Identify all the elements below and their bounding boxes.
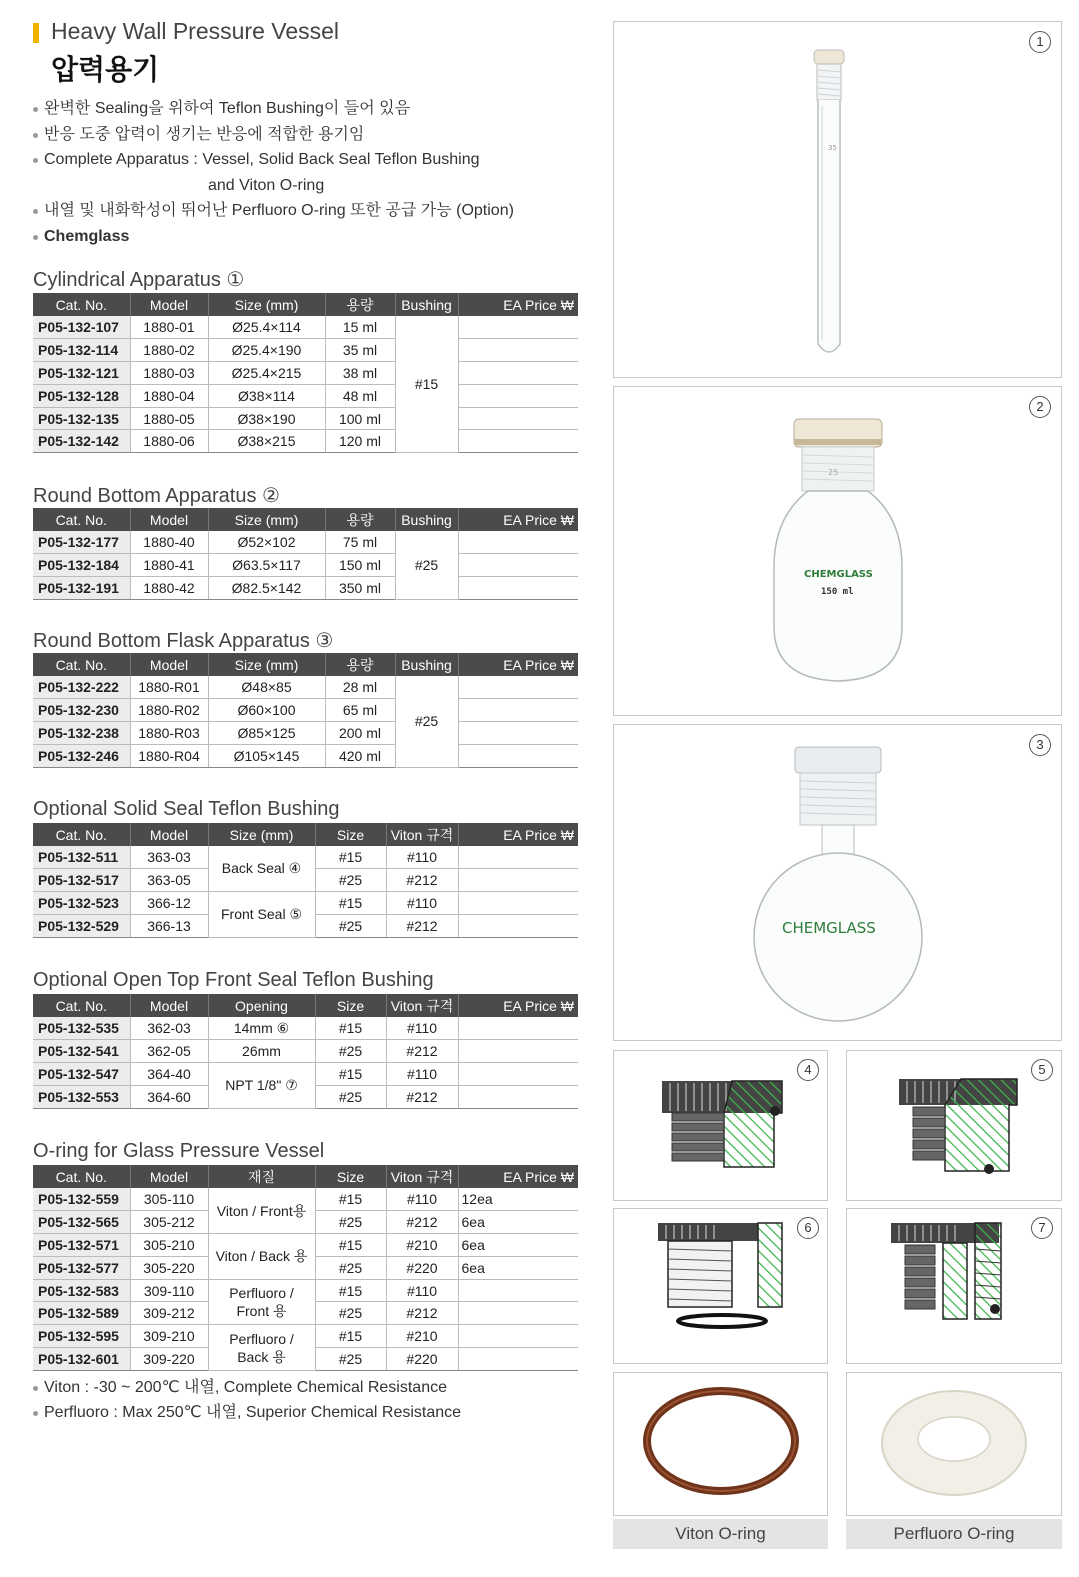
model: 1880-R04 — [130, 744, 208, 767]
footnote-list — [33, 1375, 578, 1425]
brand-mark: CHEMGLASS — [804, 569, 873, 580]
section-title-open-top: Optional Open Top Front Seal Teflon Bushing — [33, 969, 434, 991]
image-back-seal-bushing — [613, 1050, 828, 1201]
npt-bushing-icon — [847, 1209, 1061, 1363]
material: Viton / Back 용 — [208, 1234, 315, 1280]
col-header: Model — [130, 508, 208, 531]
cat-no: P05-132-135 — [33, 407, 130, 430]
volume: 65 ml — [325, 699, 395, 722]
size: #15 — [315, 1279, 386, 1302]
model: 1880-R02 — [130, 699, 208, 722]
model: 364-60 — [130, 1085, 208, 1108]
size: #15 — [315, 1188, 386, 1211]
price — [458, 384, 578, 407]
image-front-seal-bushing — [846, 1050, 1062, 1201]
col-header: 용량 — [325, 653, 395, 676]
image-viton-oring — [613, 1372, 828, 1516]
feature-item: 완벽한 Sealing을 위하여 Teflon Bushing이 들어 있음 — [33, 96, 578, 122]
col-header: Cat. No. — [33, 508, 130, 531]
model: 305-220 — [130, 1256, 208, 1279]
image-round-bottom-apparatus — [613, 386, 1062, 716]
size: #25 — [315, 914, 386, 937]
cat-no: P05-132-114 — [33, 339, 130, 362]
price — [458, 1063, 578, 1086]
feature-item-brand: Chemglass — [33, 224, 578, 250]
table-row — [33, 407, 578, 430]
table-solid-seal — [33, 823, 578, 938]
size: #25 — [315, 1256, 386, 1279]
table-round-bottom — [33, 508, 578, 600]
volume: 48 ml — [325, 384, 395, 407]
table-row — [33, 1234, 578, 1257]
bushing: #25 — [395, 676, 458, 767]
price — [458, 1279, 578, 1302]
perfluoro-oring-icon — [847, 1373, 1061, 1515]
feature-list — [33, 96, 578, 249]
opening: NPT 1/8" ⑦ — [208, 1063, 315, 1109]
price — [458, 846, 578, 869]
col-header: Model — [130, 293, 208, 316]
seal-type: Back Seal ④ — [208, 846, 315, 892]
feature-item-continued: and Viton O-ring — [208, 176, 325, 194]
table-header-row — [33, 293, 578, 316]
cat-no: P05-132-583 — [33, 1279, 130, 1302]
volume: 35 ml — [325, 339, 395, 362]
col-header: Size (mm) — [208, 508, 325, 531]
model: 305-210 — [130, 1234, 208, 1257]
cat-no: P05-132-128 — [33, 384, 130, 407]
cat-no: P05-132-523 — [33, 892, 130, 915]
image-number-badge: 3 — [1029, 734, 1051, 756]
col-header: EA Price ₩ — [458, 293, 578, 316]
section-title-round-bottom: Round Bottom Apparatus ② — [33, 485, 280, 507]
image-open-top-14mm — [613, 1208, 828, 1364]
table-row — [33, 1325, 578, 1348]
feature-item: 내열 및 내화학성이 뛰어난 Perfluoro O-ring 또한 공급 가능 (Option) — [33, 198, 578, 224]
image-number-badge: 1 — [1029, 31, 1051, 53]
table-cylindrical — [33, 293, 578, 453]
viton-spec: #212 — [386, 914, 458, 937]
col-header: Bushing — [395, 653, 458, 676]
size: #15 — [315, 1017, 386, 1040]
table-row — [33, 699, 578, 722]
cat-no: P05-132-595 — [33, 1325, 130, 1348]
size: Ø52×102 — [208, 531, 325, 554]
model: 1880-40 — [130, 531, 208, 554]
col-header: EA Price ₩ — [458, 994, 578, 1017]
volume: 100 ml — [325, 407, 395, 430]
size: Ø38×190 — [208, 407, 325, 430]
cat-no: P05-132-577 — [33, 1256, 130, 1279]
price — [458, 430, 578, 453]
model: 362-03 — [130, 1017, 208, 1040]
size: Ø38×114 — [208, 384, 325, 407]
price — [458, 339, 578, 362]
price: 12ea — [458, 1188, 578, 1211]
col-header: EA Price ₩ — [458, 653, 578, 676]
table-row — [33, 362, 578, 385]
back-seal-bushing-icon — [614, 1051, 827, 1200]
opening: 14mm ⑥ — [208, 1017, 315, 1040]
image-number-badge: 4 — [797, 1059, 819, 1081]
page-title-ko: 압력용기 — [51, 54, 160, 85]
pressure-tube-icon — [614, 22, 1061, 377]
col-header: Opening — [208, 994, 315, 1017]
viton-spec: #110 — [386, 1279, 458, 1302]
size: Ø25.4×190 — [208, 339, 325, 362]
price: 6ea — [458, 1211, 578, 1234]
cat-no: P05-132-601 — [33, 1348, 130, 1371]
size: #25 — [315, 1302, 386, 1325]
table-header-row — [33, 1165, 578, 1188]
model: 363-05 — [130, 869, 208, 892]
table-header-row — [33, 653, 578, 676]
size: #15 — [315, 892, 386, 915]
price — [458, 892, 578, 915]
table-row — [33, 554, 578, 577]
cat-no: P05-132-553 — [33, 1085, 130, 1108]
section-title-round-flask: Round Bottom Flask Apparatus ③ — [33, 630, 334, 652]
model: 366-12 — [130, 892, 208, 915]
opening: 26mm — [208, 1040, 315, 1063]
price — [458, 1348, 578, 1371]
model: 363-03 — [130, 846, 208, 869]
table-row — [33, 1017, 578, 1040]
image-round-flask-apparatus — [613, 724, 1062, 1041]
col-header: Viton 규격 — [386, 994, 458, 1017]
cat-no: P05-132-529 — [33, 914, 130, 937]
viton-spec: #110 — [386, 846, 458, 869]
size: Ø60×100 — [208, 699, 325, 722]
cat-no: P05-132-184 — [33, 554, 130, 577]
viton-spec: #220 — [386, 1348, 458, 1371]
table-row — [33, 531, 578, 554]
model: 1880-01 — [130, 316, 208, 339]
size: Ø48×85 — [208, 676, 325, 699]
table-round-flask — [33, 653, 578, 768]
price — [458, 407, 578, 430]
model: 309-220 — [130, 1348, 208, 1371]
material: Viton / Front용 — [208, 1188, 315, 1234]
viton-spec: #212 — [386, 1085, 458, 1108]
material: Perfluoro / Front 용 — [208, 1279, 315, 1325]
material: Perfluoro / Back 용 — [208, 1325, 315, 1371]
round-flask-icon — [614, 725, 1061, 1040]
price: 6ea — [458, 1256, 578, 1279]
volume: 15 ml — [325, 316, 395, 339]
cat-no: P05-132-177 — [33, 531, 130, 554]
cat-no: P05-132-246 — [33, 744, 130, 767]
table-row — [33, 1040, 578, 1063]
viton-spec: #220 — [386, 1256, 458, 1279]
table-row — [33, 1188, 578, 1211]
col-header: Bushing — [395, 293, 458, 316]
price — [458, 316, 578, 339]
price — [458, 722, 578, 745]
col-header: Model — [130, 653, 208, 676]
model: 305-110 — [130, 1188, 208, 1211]
col-header: Size — [315, 1165, 386, 1188]
col-header: EA Price ₩ — [458, 508, 578, 531]
table-row — [33, 744, 578, 767]
size: Ø25.4×114 — [208, 316, 325, 339]
table-row — [33, 846, 578, 869]
price — [458, 1325, 578, 1348]
cat-no: P05-132-238 — [33, 722, 130, 745]
viton-spec: #110 — [386, 892, 458, 915]
cat-no: P05-132-121 — [33, 362, 130, 385]
title-accent-bar — [33, 23, 39, 43]
size: #25 — [315, 1348, 386, 1371]
col-header: Model — [130, 994, 208, 1017]
col-header: Size (mm) — [208, 823, 315, 846]
volume: 75 ml — [325, 531, 395, 554]
col-header: Size (mm) — [208, 653, 325, 676]
col-header: 재질 — [208, 1165, 315, 1188]
image-open-top-npt — [846, 1208, 1062, 1364]
model: 1880-03 — [130, 362, 208, 385]
size: #25 — [315, 1040, 386, 1063]
volume: 28 ml — [325, 676, 395, 699]
price — [458, 362, 578, 385]
viton-spec: #110 — [386, 1017, 458, 1040]
open-top-bushing-icon — [614, 1209, 827, 1363]
volume-mark: 150 ml — [821, 587, 854, 597]
model: 1880-02 — [130, 339, 208, 362]
col-header: Size — [315, 823, 386, 846]
viton-spec: #212 — [386, 1040, 458, 1063]
price — [458, 577, 578, 600]
table-row — [33, 676, 578, 699]
cat-no: P05-132-541 — [33, 1040, 130, 1063]
cat-no: P05-132-191 — [33, 577, 130, 600]
volume: 200 ml — [325, 722, 395, 745]
viton-spec: #110 — [386, 1063, 458, 1086]
price — [458, 1040, 578, 1063]
cat-no: P05-132-517 — [33, 869, 130, 892]
image-cylindrical-apparatus — [613, 21, 1062, 378]
col-header: Cat. No. — [33, 823, 130, 846]
brand-mark: CHEMGLASS — [782, 919, 876, 937]
caption-viton-oring: Viton O-ring — [613, 1519, 828, 1549]
feature-item: 반응 도중 압력이 생기는 반응에 적합한 용기임 — [33, 122, 578, 148]
model: 1880-04 — [130, 384, 208, 407]
model: 1880-06 — [130, 430, 208, 453]
col-header: Model — [130, 1165, 208, 1188]
viton-oring-icon — [614, 1373, 827, 1515]
round-bottom-vessel-icon — [614, 387, 1061, 715]
col-header: EA Price ₩ — [458, 823, 578, 846]
model: 309-212 — [130, 1302, 208, 1325]
volume: 120 ml — [325, 430, 395, 453]
cat-no: P05-132-230 — [33, 699, 130, 722]
viton-spec: #212 — [386, 1302, 458, 1325]
model: 1880-R03 — [130, 722, 208, 745]
section-title-cylindrical: Cylindrical Apparatus ① — [33, 269, 245, 291]
col-header: 용량 — [325, 293, 395, 316]
cat-no: P05-132-535 — [33, 1017, 130, 1040]
size: #15 — [315, 846, 386, 869]
model: 305-212 — [130, 1211, 208, 1234]
model: 309-110 — [130, 1279, 208, 1302]
size: Ø105×145 — [208, 744, 325, 767]
tube-volume-mark: 35 — [828, 144, 837, 152]
section-title-solid-seal: Optional Solid Seal Teflon Bushing — [33, 798, 340, 820]
cat-no: P05-132-142 — [33, 430, 130, 453]
size: #25 — [315, 869, 386, 892]
cat-no: P05-132-589 — [33, 1302, 130, 1325]
section-title-oring: O-ring for Glass Pressure Vessel — [33, 1140, 325, 1162]
table-header-row — [33, 823, 578, 846]
col-header: EA Price ₩ — [458, 1165, 578, 1188]
col-header: Size (mm) — [208, 293, 325, 316]
col-header: Viton 규격 — [386, 823, 458, 846]
price — [458, 554, 578, 577]
col-header: Cat. No. — [33, 293, 130, 316]
table-row — [33, 1063, 578, 1086]
size: #15 — [315, 1063, 386, 1086]
table-row — [33, 316, 578, 339]
col-header: Cat. No. — [33, 653, 130, 676]
price — [458, 869, 578, 892]
image-perfluoro-oring — [846, 1372, 1062, 1516]
table-row — [33, 577, 578, 600]
volume: 150 ml — [325, 554, 395, 577]
model: 364-40 — [130, 1063, 208, 1086]
viton-spec: #210 — [386, 1325, 458, 1348]
model: 1880-05 — [130, 407, 208, 430]
col-header: Model — [130, 823, 208, 846]
price — [458, 1017, 578, 1040]
image-number-badge: 7 — [1031, 1217, 1053, 1239]
seal-type: Front Seal ⑤ — [208, 892, 315, 938]
model: 1880-R01 — [130, 676, 208, 699]
table-header-row — [33, 994, 578, 1017]
table-row — [33, 892, 578, 915]
page-title-en: Heavy Wall Pressure Vessel — [51, 18, 340, 44]
size: Ø63.5×117 — [208, 554, 325, 577]
col-header: Cat. No. — [33, 994, 130, 1017]
caption-perfluoro-oring: Perfluoro O-ring — [846, 1519, 1062, 1549]
table-row — [33, 1279, 578, 1302]
price — [458, 744, 578, 767]
table-row — [33, 430, 578, 453]
table-open-top — [33, 994, 578, 1109]
price: 6ea — [458, 1234, 578, 1257]
cat-no: P05-132-222 — [33, 676, 130, 699]
col-header: 용량 — [325, 508, 395, 531]
price — [458, 699, 578, 722]
table-header-row — [33, 508, 578, 531]
footnote: Perfluoro : Max 250℃ 내열, Superior Chemical Resistance — [33, 1400, 578, 1425]
footnote: Viton : -30 ~ 200℃ 내열, Complete Chemical Resistance — [33, 1375, 578, 1400]
bushing: #25 — [395, 531, 458, 599]
viton-spec: #212 — [386, 869, 458, 892]
model: 362-05 — [130, 1040, 208, 1063]
table-row — [33, 339, 578, 362]
price — [458, 676, 578, 699]
cat-no: P05-132-107 — [33, 316, 130, 339]
size: #15 — [315, 1234, 386, 1257]
cat-no: P05-132-547 — [33, 1063, 130, 1086]
viton-spec: #110 — [386, 1188, 458, 1211]
image-number-badge: 6 — [797, 1217, 819, 1239]
size: #15 — [315, 1325, 386, 1348]
col-header: Size — [315, 994, 386, 1017]
model: 366-13 — [130, 914, 208, 937]
neck-size-mark: 25 — [828, 468, 839, 477]
price — [458, 531, 578, 554]
bushing: #15 — [395, 316, 458, 453]
table-row — [33, 722, 578, 745]
model: 1880-42 — [130, 577, 208, 600]
model: 309-210 — [130, 1325, 208, 1348]
volume: 420 ml — [325, 744, 395, 767]
size: Ø25.4×215 — [208, 362, 325, 385]
cat-no: P05-132-559 — [33, 1188, 130, 1211]
size: Ø38×215 — [208, 430, 325, 453]
size: Ø82.5×142 — [208, 577, 325, 600]
volume: 350 ml — [325, 577, 395, 600]
col-header: Cat. No. — [33, 1165, 130, 1188]
table-row — [33, 384, 578, 407]
cat-no: P05-132-565 — [33, 1211, 130, 1234]
viton-spec: #212 — [386, 1211, 458, 1234]
image-number-badge: 5 — [1031, 1059, 1053, 1081]
cat-no: P05-132-571 — [33, 1234, 130, 1257]
col-header: Bushing — [395, 508, 458, 531]
size: Ø85×125 — [208, 722, 325, 745]
table-oring — [33, 1165, 578, 1371]
price — [458, 914, 578, 937]
volume: 38 ml — [325, 362, 395, 385]
front-seal-bushing-icon — [847, 1051, 1061, 1200]
image-number-badge: 2 — [1029, 396, 1051, 418]
price — [458, 1302, 578, 1325]
cat-no: P05-132-511 — [33, 846, 130, 869]
viton-spec: #210 — [386, 1234, 458, 1257]
price — [458, 1085, 578, 1108]
model: 1880-41 — [130, 554, 208, 577]
size: #25 — [315, 1211, 386, 1234]
size: #25 — [315, 1085, 386, 1108]
col-header: Viton 규격 — [386, 1165, 458, 1188]
feature-item: Complete Apparatus : Vessel, Solid Back Seal Teflon Bushing — [33, 147, 578, 173]
